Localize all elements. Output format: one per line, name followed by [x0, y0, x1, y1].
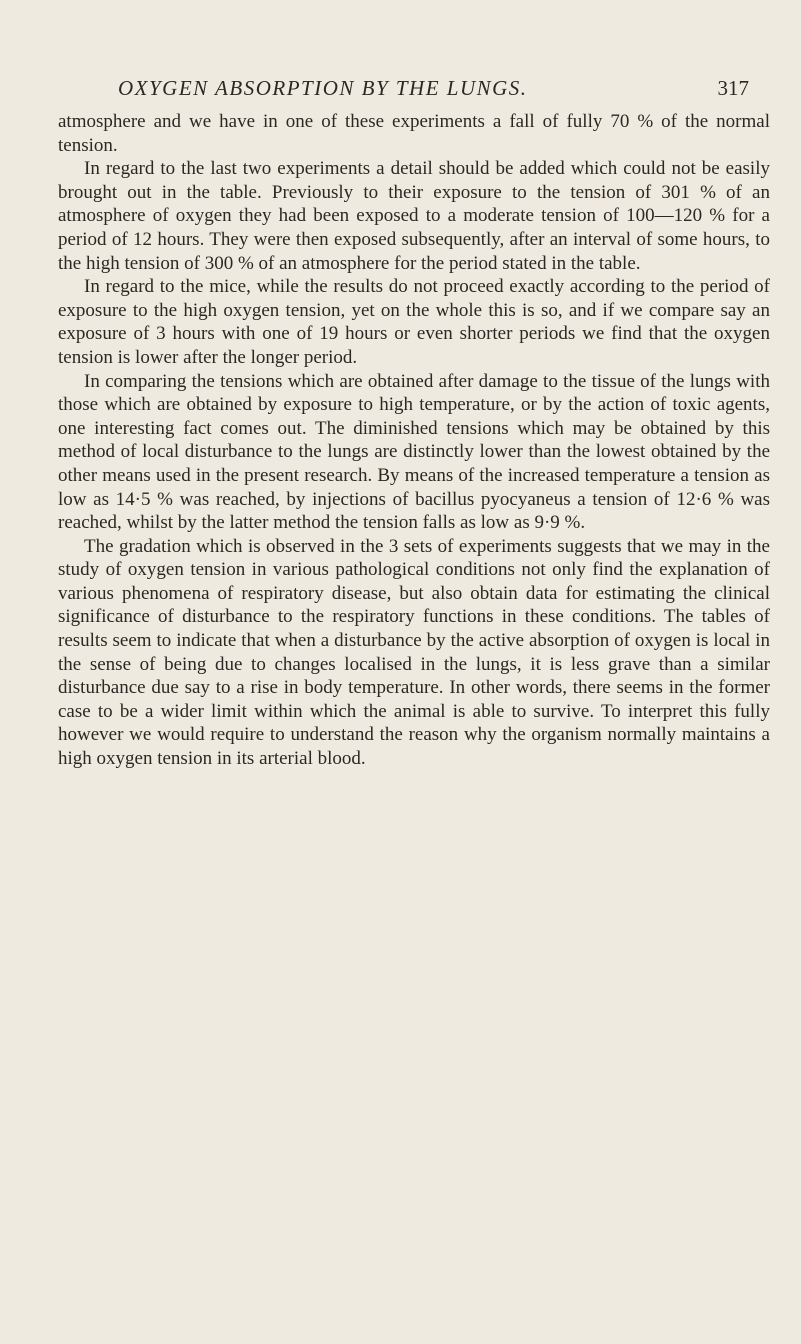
paragraph: In regard to the mice, while the results do not proceed exactly according to the period of exposure to the high oxygen tension, yet on the whole this is so, and if we compare say an exposure of 3 hours with one of 19 hours or even shorter periods we find that the oxygen tension is lower after the longer period. [58, 276, 770, 368]
running-title: OXYGEN ABSORPTION BY THE LUNGS. [118, 76, 528, 100]
paragraph: In regard to the last two experiments a detail should be added which could not be easily brought out in the table. Previously to their exposure to the tension of 301 % of an atmosphere of oxygen they had been exposed to a moderate tension of 100—120 % for a period of 12 hours. They were then exposed subsequently, after an interval of some hours, to the high tension of 300 % of an atmosphere for the period stated in the table. [58, 158, 770, 274]
paragraph: The gradation which is observed in the 3 sets of experiments suggests that we may in the study of oxygen tension in various pathological conditions not only find the explanation of various phenomena of respiratory disease, but also obtain data for estimating the clinical significance of disturbance to the respiratory functions in these conditions. The tables of results seem to indicate that when a disturbance by the active absorption of oxygen is local in the sense of being due to changes localised in the lungs, it is less grave than a similar disturbance due say to a rise in body temperature. In other words, there seems in the former case to be a wider limit within which the animal is able to survive. To interpret this fully however we would require to understand the reason why the organism normally maintains a high oxygen tension in its arterial blood. [58, 535, 770, 770]
paragraph-continued: atmosphere and we have in one of these experiments a fall of fully 70 % of the normal tension. [58, 111, 770, 156]
running-head [0, 66, 801, 102]
page-number: 317 [717, 76, 749, 100]
body-text [58, 110, 770, 771]
paragraph: In comparing the tensions which are obtained after damage to the tissue of the lungs with those which are obtained by exposure to high temperature, or by the action of toxic agents, one interesting fact comes out. The diminished tensions which may be obtained by this method of local disturbance to the lungs are distinctly lower than the lowest obtained by the other means used in the present research. By means of the increased temperature a tension as low as 14·5 % was reached, by injections of bacillus pyocyaneus a tension of 12·6 % was reached, whilst by the latter method the tension falls as low as 9·9 %. [58, 370, 770, 534]
